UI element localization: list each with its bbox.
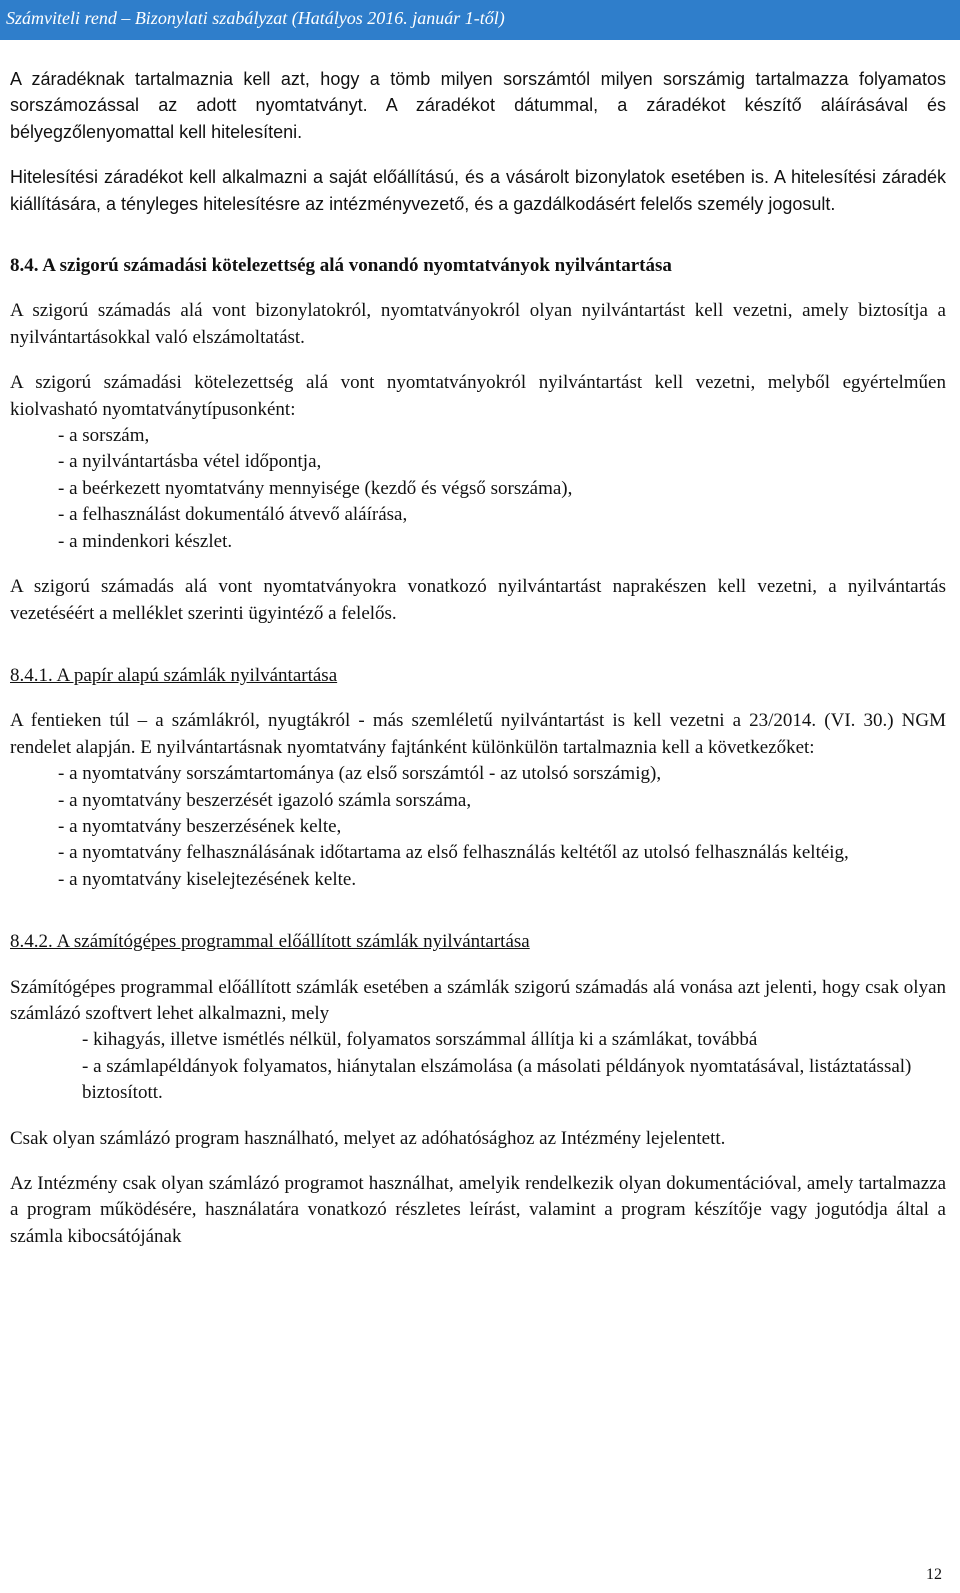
section-8-4-1-paragraph-1: A fentieken túl – a számlákról, nyugtákról - más szemléletű nyilvántartást is kell vezetni a 23/2014. (VI. 30.) NGM rendelet alapján. E nyilvántartásnak nyomtatvány fajtánként különkülön tartalmaznia kell a következőket:: [10, 710, 946, 758]
section-8-4-paragraph-1: A szigorú számadás alá vont bizonylatokról, nyomtatványokról olyan nyilvántartást kell vezetni, amely biztosítja a nyilvántartásokkal való elszámoltatást.: [10, 300, 946, 348]
section-8-4-2-paragraph-3: Az Intézmény csak olyan számlázó programot használhat, amelyik rendelkezik olyan dokumentációval, amely tartalmazza a program működésére, használatára vonatkozó részletes leírást, valamint a program készítője vagy jogutódja által a számla kibocsátójának: [10, 1173, 946, 1247]
list-item: - kihagyás, illetve ismétlés nélkül, folyamatos sorszámmal állítja ki a számlákat, továbbá: [82, 1029, 758, 1051]
section-8-4-heading: 8.4. A szigorú számadási kötelezettség alá vonandó nyomtatványok nyilvántartása: [10, 255, 672, 277]
section-8-4-2-paragraph-1: Számítógépes programmal előállított számlák esetében a számlák szigorú számadás alá vonása azt jelenti, hogy csak olyan számlázó szoftvert lehet alkalmazni, mely: [10, 976, 946, 1024]
list-item: - a sorszám,: [58, 425, 150, 447]
list-item: - a nyomtatvány felhasználásának időtartama az első felhasználás keltétől az utolsó felhasználás keltéig,: [58, 842, 849, 864]
section-8-4-1-heading: 8.4.1. A papír alapú számlák nyilvántartása: [10, 664, 338, 686]
list-item: - a nyomtatvány beszerzésének kelte,: [58, 815, 342, 837]
list-item: - a mindenkori készlet.: [58, 530, 233, 552]
list-item: - a felhasználást dokumentáló átvevő aláírása,: [58, 504, 408, 526]
list-item: - a nyilvántartásba vétel időpontja,: [58, 451, 322, 473]
document-body: [10, 66, 946, 1250]
list-item: - a nyomtatvány sorszámtartománya (az első sorszámtól - az utolsó sorszámig),: [58, 763, 662, 785]
intro-paragraph-1: A záradéknak tartalmaznia kell azt, hogy a tömb milyen sorszámtól milyen sorszámig tartalmazza folyamatos sorszámozással az adott nyomtatványt. A záradékot dátummal, a záradékot készítő aláírásával és bélyegzőlenyomattal kell hitelesíteni.: [10, 69, 946, 142]
section-8-4-paragraph-3: A szigorú számadás alá vont nyomtatványokra vonatkozó nyilvántartást naprakészen kell vezetni, a nyilvántartás vezetéséért a melléklet szerinti ügyintéző a felelős.: [10, 576, 946, 624]
section-8-4-2-paragraph-2: Csak olyan számlázó program használható, melyet az adóhatósághoz az Intézmény lejelentett.: [10, 1127, 726, 1149]
document-header: [0, 0, 960, 40]
list-item: - a számlapéldányok folyamatos, hiánytalan elszámolása (a másolati példányok nyomtatásával, listáztatással) biztosított.: [82, 1055, 912, 1104]
intro-paragraph-2: Hitelesítési záradékot kell alkalmazni a saját előállítású, és a vásárolt bizonylatok esetében is. A hitelesítési záradék kiállítására, a tényleges hitelesítésre az intézményvezető, és a gazdálkodásért felelős személy jogosult.: [10, 167, 946, 214]
list-item: - a nyomtatvány beszerzését igazoló számla sorszáma,: [58, 789, 472, 811]
list-item: - a beérkezett nyomtatvány mennyisége (kezdő és végső sorszáma),: [58, 477, 573, 499]
section-8-4-paragraph-2: A szigorú számadási kötelezettség alá vont nyomtatványokról nyilvántartást kell vezetni, melyből egyértelműen kiolvasható nyomtatványtípusonként:: [10, 372, 946, 420]
header-title: Számviteli rend – Bizonylati szabályzat (Hatályos 2016. január 1-től): [6, 8, 505, 28]
list-item: - a nyomtatvány kiselejtezésének kelte.: [58, 868, 357, 890]
page-number: 12: [926, 1566, 942, 1583]
section-8-4-2-heading: 8.4.2. A számítógépes programmal előállított számlák nyilvántartása: [10, 931, 530, 953]
